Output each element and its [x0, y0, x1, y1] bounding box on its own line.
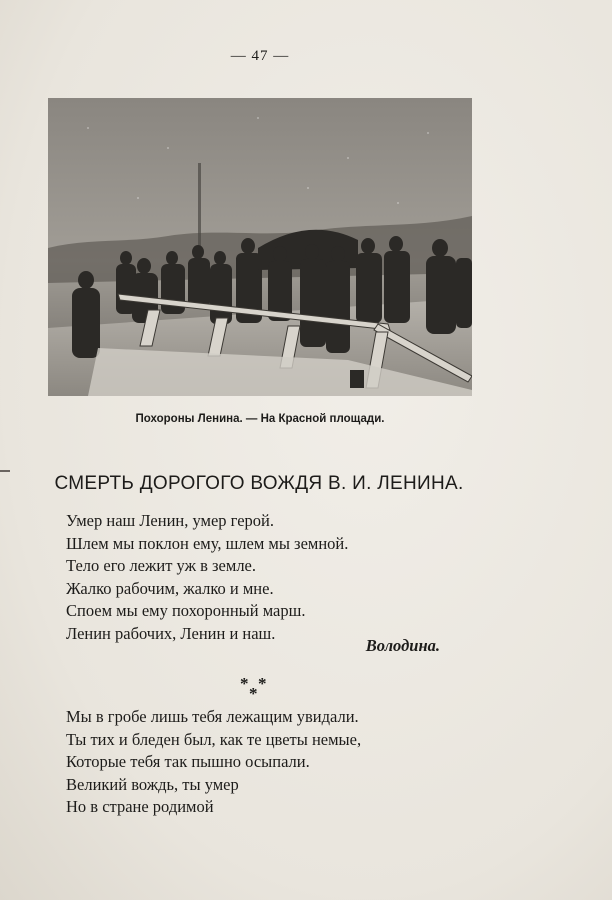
poem-line: Мы в гробе лишь тебя лежащим увидали.	[66, 707, 359, 726]
poem-second	[66, 706, 486, 819]
photo-funeral-icon	[48, 98, 472, 396]
photo-caption: Похороны Ленина. — На Красной площади.	[135, 413, 385, 425]
poem-line: Великий вождь, ты умер	[66, 774, 239, 794]
poem-title: СМЕРТЬ ДОРОГОГО ВОЖДЯ В. И. ЛЕНИНА.	[54, 473, 464, 494]
poem-author: Володина.	[365, 636, 440, 655]
funeral-photo	[48, 98, 472, 396]
page-edge-mark	[0, 470, 10, 472]
asterism-star: *	[249, 684, 258, 703]
poem-line: Ленин рабочих, Ленин и наш.	[66, 623, 276, 643]
poem-line: Шлем мы поклон ему, шлем мы земной.	[66, 533, 349, 553]
poem-line: Но в стране родимой	[66, 797, 214, 816]
poem-line: Жалко рабочим, жалко и мне.	[66, 578, 274, 598]
asterism-star: *	[258, 674, 267, 693]
asterism-divider	[236, 672, 276, 703]
poem-line: Ты тих и бледен был, как те цветы немые,	[66, 729, 362, 749]
page-number: — 47 —	[230, 48, 290, 64]
asterism-star: *	[240, 674, 249, 693]
poem-line: Тело его лежит уж в земле.	[66, 556, 256, 575]
poem-line: Которые тебя так пышно осыпали.	[66, 752, 310, 771]
poem-line: Споем мы ему похоронный марш.	[66, 601, 306, 620]
poem-line: Умер наш Ленин, умер герой.	[66, 511, 274, 530]
poem-first	[66, 510, 486, 645]
